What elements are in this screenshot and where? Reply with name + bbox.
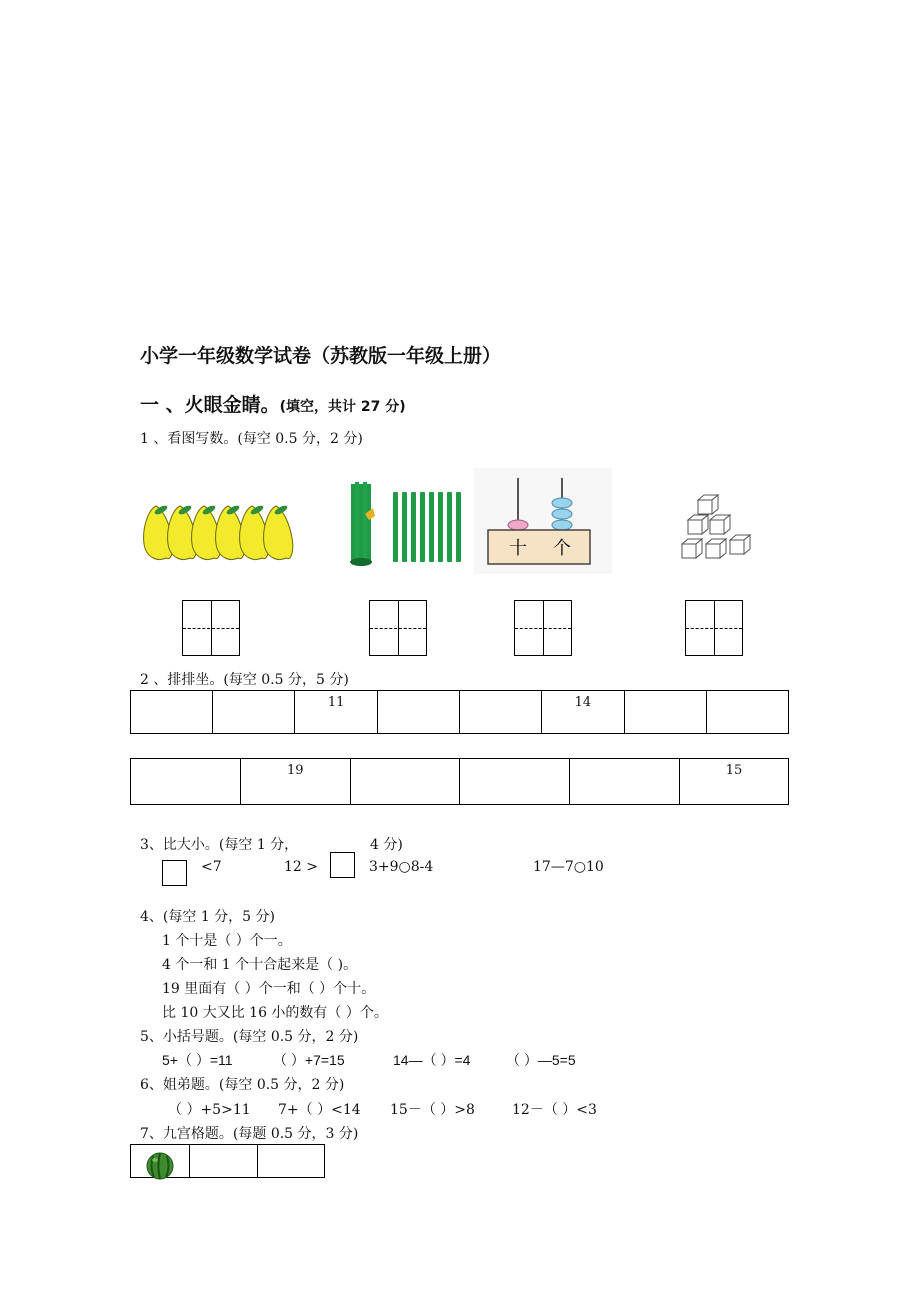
cube-icon (688, 515, 708, 534)
sequence-cell: 15 (680, 759, 789, 805)
answer-box-sticks[interactable] (369, 600, 427, 656)
blue-bead-icon (552, 509, 572, 519)
stick-icon (438, 492, 443, 562)
blue-bead-icon (552, 498, 572, 508)
cubes-image (678, 494, 754, 570)
sequence-cell[interactable] (624, 691, 706, 734)
stick-icon (402, 492, 407, 562)
fill-line: 比 10 大又比 16 小的数有（ ）个。 (162, 1005, 388, 1021)
sequence-cell[interactable] (706, 691, 788, 734)
sequence-cell[interactable] (131, 759, 241, 805)
pears-image (140, 498, 300, 564)
compare-item-4: 17—7○10 (533, 859, 604, 875)
stick-icon (456, 492, 461, 562)
sequence-cell: 14 (542, 691, 624, 734)
bracket-item: 5+（ ）=11 (162, 1052, 233, 1068)
compare-item-1: <7 (201, 859, 222, 875)
section-heading (140, 390, 406, 417)
stick-icon (420, 492, 425, 562)
inequality-item: 15－（ ）>8 (390, 1102, 475, 1118)
cube-icon (682, 539, 702, 558)
abacus-image (474, 468, 612, 574)
pink-bead-icon (508, 520, 528, 530)
sequence-cell[interactable] (570, 759, 680, 805)
nine-grid-row (130, 1144, 325, 1178)
compare-item-2: 12 > (284, 859, 318, 875)
compare-answer-box[interactable] (162, 860, 187, 886)
answer-box-pears[interactable] (182, 600, 240, 656)
question-1-label: 1 、看图写数。(每空 0.5 分，2 分) (140, 431, 363, 447)
blue-bead-icon (552, 520, 572, 530)
question-2-label: 2 、排排坐。(每空 0.5 分，5 分) (140, 672, 349, 688)
sticks-image (345, 476, 467, 572)
fill-line: 4 个一和 1 个十合起来是（ )。 (162, 957, 358, 973)
bracket-item: （ ）+7=15 (273, 1052, 345, 1068)
question-6-label: 6、姐弟题。(每空 0.5 分，2 分) (140, 1077, 345, 1093)
cube-icon (698, 495, 718, 514)
question-5-label: 5、小括号题。(每空 0.5 分，2 分) (140, 1029, 359, 1045)
section-note: (填空，共计 27 分) (279, 399, 406, 415)
sequence-cell[interactable] (460, 759, 570, 805)
page-title: 小学一年级数学试卷（苏教版一年级上册） (140, 345, 502, 367)
fill-line: 19 里面有（ ）个一和（ ）个十。 (162, 981, 376, 997)
inequality-item: 12－（ ）<3 (512, 1102, 597, 1118)
cube-icon (706, 539, 726, 558)
pear-icon (264, 504, 293, 560)
inequality-item: 7+（ ）<14 (278, 1102, 361, 1118)
sequence-table-2 (130, 758, 789, 805)
sequence-cell: 19 (240, 759, 350, 805)
question-7-label: 7、九宫格题。(每题 0.5 分，3 分) (140, 1126, 359, 1142)
sequence-cell: 11 (295, 691, 377, 734)
answer-box-abacus[interactable] (514, 600, 572, 656)
stick-icon (393, 492, 398, 562)
abacus-ones-label: 个 (553, 538, 571, 559)
sequence-table-1 (130, 690, 789, 734)
section-heading-text: 一 、火眼金睛。 (140, 394, 280, 416)
sequence-cell[interactable] (459, 691, 541, 734)
fill-line: 1 个十是（ ）个一。 (162, 933, 292, 949)
stick-icon (411, 492, 416, 562)
abacus-tens-label: 十 (509, 538, 527, 559)
watermelon-icon (145, 1149, 175, 1181)
bracket-item: （ ）—5=5 (506, 1052, 576, 1068)
stick-icon (429, 492, 434, 562)
question-4-label: 4、(每空 1 分，5 分) (140, 909, 275, 925)
cube-icon (730, 535, 750, 554)
sequence-cell[interactable] (350, 759, 460, 805)
cube-icon (710, 515, 730, 534)
question-3-label-score: 4 分) (370, 837, 403, 853)
answer-box-cubes[interactable] (685, 600, 743, 656)
sequence-cell[interactable] (213, 691, 295, 734)
sequence-cell[interactable] (377, 691, 459, 734)
stick-bundle-icon (350, 482, 375, 566)
compare-item-3: 3+9○8-4 (369, 859, 434, 875)
inequality-item: （ ）+5>11 (168, 1102, 251, 1118)
stick-icon (447, 492, 452, 562)
compare-answer-box[interactable] (330, 852, 355, 878)
question-3-label: 3、比大小。(每空 1 分， (140, 837, 299, 853)
sequence-cell[interactable] (131, 691, 213, 734)
bracket-item: 14—（ ）=4 (393, 1052, 471, 1068)
